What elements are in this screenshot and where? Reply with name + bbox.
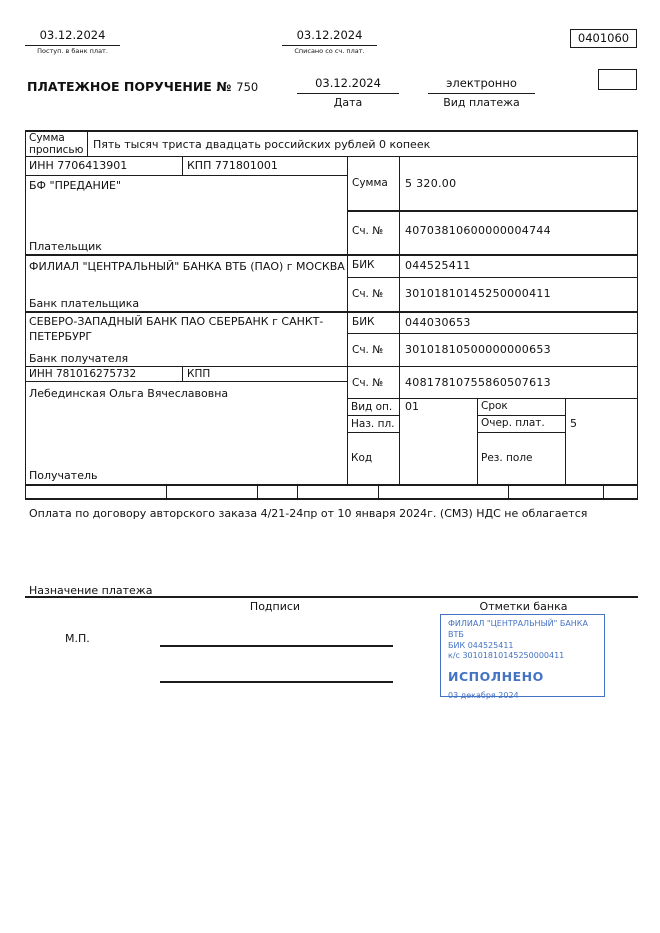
stamp-bank-name: ФИЛИАЛ "ЦЕНТРАЛЬНЫЙ" БАНКА ВТБ [448, 619, 588, 639]
recipient-name: Лебединская Ольга Вячеславовна [29, 387, 229, 400]
divider [347, 277, 638, 278]
priority-mark-box [598, 69, 637, 90]
divider [182, 156, 183, 176]
recipient-bank-account-label: Сч. № [352, 344, 384, 356]
received-date: 03.12.2024 [25, 29, 120, 46]
payment-kind-value: электронно [428, 77, 535, 94]
tax-field-divider [603, 484, 604, 498]
divider [477, 398, 478, 484]
amount-words-value: Пять тысяч триста двадцать российских рублей 0 копеек [93, 138, 431, 151]
table-bottom-border [25, 498, 638, 500]
payer-name: БФ "ПРЕДАНИЕ" [29, 179, 122, 192]
stamp-status: ИСПОЛНЕНО [448, 669, 544, 685]
divider [347, 333, 638, 334]
purpose-caption: Назначение платежа [29, 584, 153, 597]
payer-bank-bik-value: 044525411 [405, 259, 471, 272]
divider [25, 381, 347, 382]
priority-label: Очер. плат. [481, 417, 545, 429]
term-label: Срок [481, 400, 508, 412]
recipient-account-label: Сч. № [352, 377, 384, 389]
divider [25, 175, 347, 176]
divider [347, 432, 399, 433]
table-left-border [25, 130, 26, 499]
payment-kind-caption: Вид платежа [443, 96, 520, 109]
bank-stamp [440, 614, 605, 701]
recipient-account-value: 40817810755860507613 [405, 376, 551, 389]
debited-caption: Списано со сч. плат. [294, 47, 365, 55]
recipient-inn: ИНН 781016275732 [29, 368, 137, 380]
stamp-date: 03 декабря 2024 [448, 691, 519, 701]
table-top-border [25, 130, 638, 132]
divider [182, 366, 183, 382]
payer-bank-caption: Банк плательщика [29, 297, 140, 310]
tax-field-divider [297, 484, 298, 498]
tax-field-divider [508, 484, 509, 498]
divider [87, 130, 88, 157]
tax-field-divider [166, 484, 167, 498]
divider [477, 415, 565, 416]
tax-field-divider [378, 484, 379, 498]
signature-line [160, 681, 393, 683]
payer-bank-account-label: Сч. № [352, 288, 384, 300]
op-kind-label: Вид оп. [351, 401, 393, 413]
recipient-caption: Получатель [29, 469, 98, 482]
payer-bank-bik-label: БИК [352, 259, 375, 271]
recipient-bank-account-value: 30101810500000000653 [405, 343, 551, 356]
form-code-box: 0401060 [570, 29, 637, 48]
signature-line [160, 645, 393, 647]
stamp-bik: БИК 044525411 [448, 640, 514, 650]
amount-words-label: Сумма прописью [29, 132, 84, 157]
bank-marks-caption: Отметки банка [479, 600, 568, 613]
divider [25, 156, 638, 157]
payer-inn: ИНН 7706413901 [29, 159, 128, 172]
purpose-text: Оплата по договору авторского заказа 4/21-24пр от 10 января 2024г. (СМЗ) НДС не облагается [29, 507, 588, 520]
divider [477, 432, 565, 433]
divider [347, 210, 638, 212]
recipient-divider [25, 484, 638, 486]
priority-value: 5 [570, 417, 577, 430]
stamp-corr-account: к/с 30101810145250000411 [448, 651, 565, 661]
payer-divider [25, 254, 638, 256]
payer-account-value: 40703810600000004744 [405, 224, 551, 237]
recipient-bank-bik-value: 044030653 [405, 316, 471, 329]
date-caption: Дата [333, 96, 363, 109]
debited-date: 03.12.2024 [282, 29, 377, 46]
document-title-label: ПЛАТЕЖНОЕ ПОРУЧЕНИЕ № [27, 79, 232, 94]
divider [347, 415, 399, 416]
recipient-kpp-label: КПП [187, 368, 211, 380]
purpose-code-label: Наз. пл. [351, 418, 395, 430]
divider [565, 398, 566, 484]
received-caption: Поступ. в банк плат. [37, 47, 108, 55]
recipient-bank-name: СЕВЕРО-ЗАПАДНЫЙ БАНК ПАО СБЕРБАНК г САНКТ-ПЕТЕРБУРГ [29, 315, 324, 343]
recipient-bank-divider [25, 366, 638, 367]
amount-label: Сумма [352, 177, 388, 189]
table-right-border [637, 130, 638, 499]
stamp-place-label: М.П. [65, 632, 90, 645]
op-kind-value: 01 [405, 400, 419, 413]
divider [399, 156, 400, 484]
recipient-bank-caption: Банк получателя [29, 352, 129, 365]
divider [347, 156, 348, 484]
tax-field-divider [257, 484, 258, 498]
code-label: Код [351, 452, 373, 464]
amount-value: 5 320.00 [405, 177, 457, 190]
document-number: 750 [236, 80, 259, 94]
payer-bank-divider [25, 311, 638, 313]
payer-caption: Плательщик [29, 240, 102, 253]
document-date: 03.12.2024 [297, 77, 399, 94]
document-title [27, 79, 258, 95]
payer-account-label: Сч. № [352, 225, 384, 237]
payer-bank-account-value: 30101810145250000411 [405, 287, 551, 300]
signatures-caption: Подписи [249, 600, 301, 613]
reserve-field-label: Рез. поле [481, 452, 533, 464]
recipient-bank-bik-label: БИК [352, 316, 375, 328]
divider [347, 398, 638, 399]
payer-bank-name: ФИЛИАЛ "ЦЕНТРАЛЬНЫЙ" БАНКА ВТБ (ПАО) г МОСКВА [29, 260, 345, 273]
payer-kpp: КПП 771801001 [187, 159, 278, 172]
